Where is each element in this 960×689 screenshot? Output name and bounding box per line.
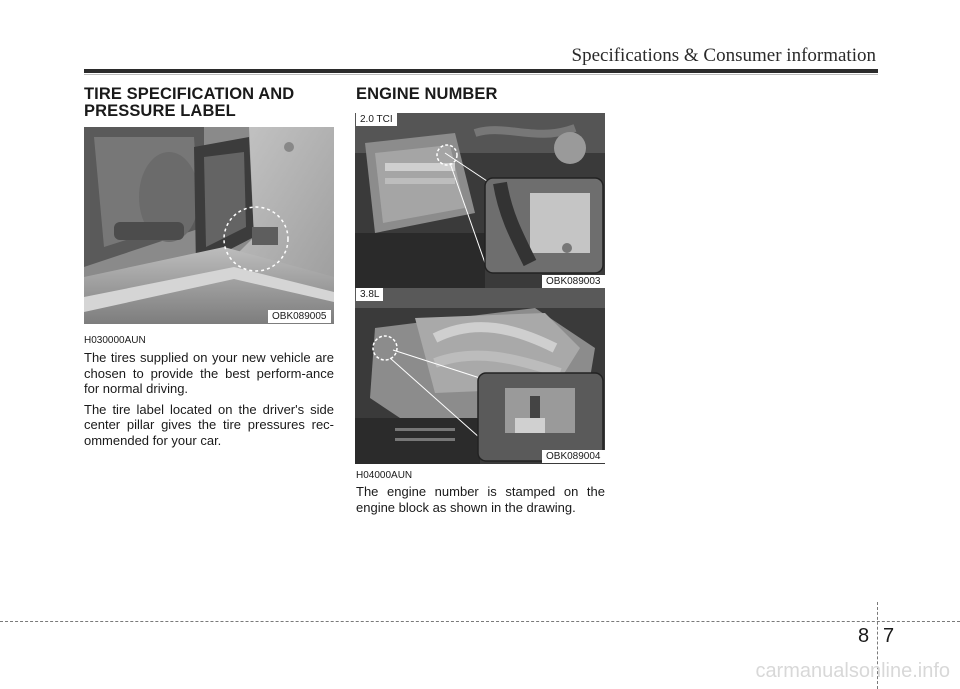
section-code-tire: H030000AUN	[84, 335, 146, 346]
page-header-title: Specifications & Consumer information	[571, 45, 876, 66]
figure-label-2-0-tci: 2.0 TCI	[356, 113, 397, 126]
figure-caption-obk089003: OBK089003	[542, 275, 605, 288]
section-heading-tire-label: TIRE SPECIFICATION AND PRESSURE LABEL	[84, 85, 295, 120]
section-heading-engine-number: ENGINE NUMBER	[356, 85, 498, 103]
paragraph: The engine number is stamped on the engine block as shown in the drawing.	[356, 484, 605, 515]
figure-label-3-8l: 3.8L	[356, 288, 383, 301]
paragraph: The tire label located on the driver's side center pillar gives the tire pressures rec-ommended for your car.	[84, 401, 334, 448]
figure-caption-obk089004: OBK089004	[542, 450, 605, 463]
footer-dashed-rule	[0, 621, 960, 622]
engine-number-text	[356, 484, 605, 520]
engine-photo-2-0-tci	[355, 113, 605, 288]
paragraph: The tires supplied on your new vehicle are chosen to provide the best perform-ance for normal driving.	[84, 350, 334, 396]
header-rule	[84, 69, 878, 73]
tire-label-photo	[84, 127, 334, 324]
page-number-page: 7	[883, 625, 895, 647]
section-code-engine: H04000AUN	[356, 470, 413, 481]
page-number-chapter: 8	[858, 625, 870, 647]
tire-label-text	[84, 350, 334, 453]
engine-photo-3-8l	[355, 288, 605, 464]
header-rule-thin	[84, 74, 878, 75]
watermark: carmanualsonline.info	[755, 660, 950, 682]
figure-caption-obk089005: OBK089005	[268, 310, 331, 323]
